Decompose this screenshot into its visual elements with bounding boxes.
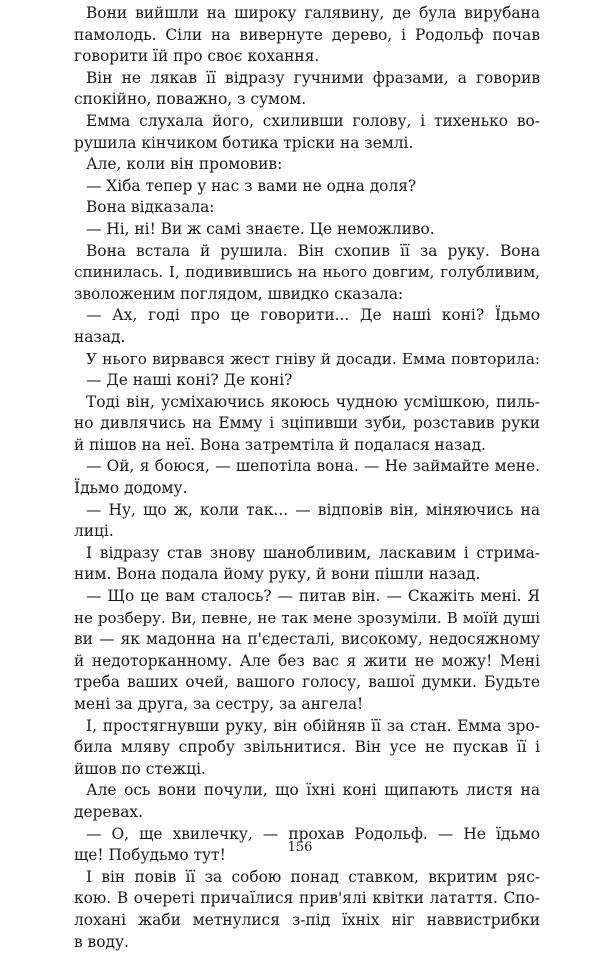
text-line: Тоді він, усміхаючись якоюсь чудною усмішкою, пиль- [86, 392, 540, 411]
text-line: й недоторканному. Але без вас я жити не можу! Мені [74, 651, 540, 670]
text-line: Вона встала й рушила. Він схопив її за руку. Вона [86, 241, 540, 260]
text-line: — Хіба тепер у нас з вами не одна доля? [86, 176, 417, 195]
text-line: но дивлячись на Емму і зціпивши зуби, розставив руки [74, 414, 540, 433]
text-line: Вони вийшли на широку галявину, де була вирубана [86, 4, 540, 22]
text-line: — Де наші коні? Де коні? [86, 371, 293, 390]
text-line: спинилась. І, подивившись на нього довгим, голубливим, [74, 263, 540, 282]
text-line: — Ні, ні! Ви ж самі знаєте. Це неможливо. [86, 219, 435, 238]
text-line: — О, ще хвилечку, — прохав Родольф. — Не їдьмо [86, 824, 540, 843]
text-line: йшов по стежці. [74, 759, 206, 778]
text-line: І відразу став знову шанобливим, ласкавим і стрима- [86, 543, 540, 562]
text-line: мені за друга, за сестру, за ангела! [74, 695, 364, 713]
text-line: лиці. [74, 522, 114, 541]
text-line: говорити їй про своє кохання. [74, 47, 320, 66]
text-line: І, простягнувши руку, він обійняв її за стан. Емма зро- [86, 716, 540, 735]
text-line: У нього вирвався жест гніву й досади. Емма повторила: [86, 349, 540, 368]
text-line: не розберу. Ви, певне, не так мене зрозуміли. В моїй душі [74, 608, 540, 627]
page-number: 156 [287, 840, 313, 855]
text-line: ви — як мадонна на п'єдесталі, високому, недосяжному [74, 630, 540, 649]
text-line: лохані жаби метнулися з-під їхніх ніг наввистрибки [74, 910, 540, 929]
text-line: й пішов на неї. Вона затремтіла й подалася назад. [74, 435, 486, 454]
text-line: — Ну, що ж, коли так... — відповів він, міняючись на [86, 500, 540, 519]
text-line: — Ой, я боюся, — шепотіла вона. — Не займайте мене. [86, 457, 540, 476]
text-line: — Ах, годі про це говорити... Де наші коні? Їдьмо [86, 306, 540, 325]
text-line: деревах. [74, 802, 143, 821]
text-line: ним. Вона подала йому руку, й вони пішли назад. [74, 565, 481, 584]
text-line: в воду. [74, 932, 129, 951]
body-text [74, 3, 540, 953]
text-line: памолодь. Сіли на вивернуте дерево, і Родольф почав [74, 25, 540, 44]
text-line: Емма слухала його, схиливши голову, і тихенько во- [86, 111, 540, 130]
text-line: зволоженим поглядом, швидко сказала: [74, 284, 404, 303]
text-line: била мляву спробу звільнитися. Він усе не пускав її і [74, 738, 540, 757]
text-line: Але, коли він промовив: [86, 155, 283, 174]
text-line: Він не лякав її відразу гучними фразами, а говорив [86, 68, 540, 87]
text-line: Їдьмо додому. [74, 479, 188, 498]
text-line: І він повів її за собою понад ставком, вкритим ряс- [86, 867, 540, 886]
text-line: ще! Побудьмо тут! [74, 846, 226, 865]
text-line: треба ваших очей, вашого голосу, вашої думки. Будьте [74, 673, 540, 692]
text-line: спокійно, поважно, з сумом. [74, 90, 307, 109]
text-line: кою. В очереті причаїлися прив'ялі квітки латаття. Спо- [74, 889, 540, 908]
text-line: назад. [74, 327, 126, 346]
text-line: рушила кінчиком ботика тріски на землі. [74, 133, 414, 152]
text-line: Але ось вони почули, що їхні коні щипають листя на [86, 781, 540, 800]
text-line: Вона відказала: [86, 198, 215, 217]
text-line: — Що це вам сталось? — питав він. — Скажіть мені. Я [86, 587, 540, 606]
